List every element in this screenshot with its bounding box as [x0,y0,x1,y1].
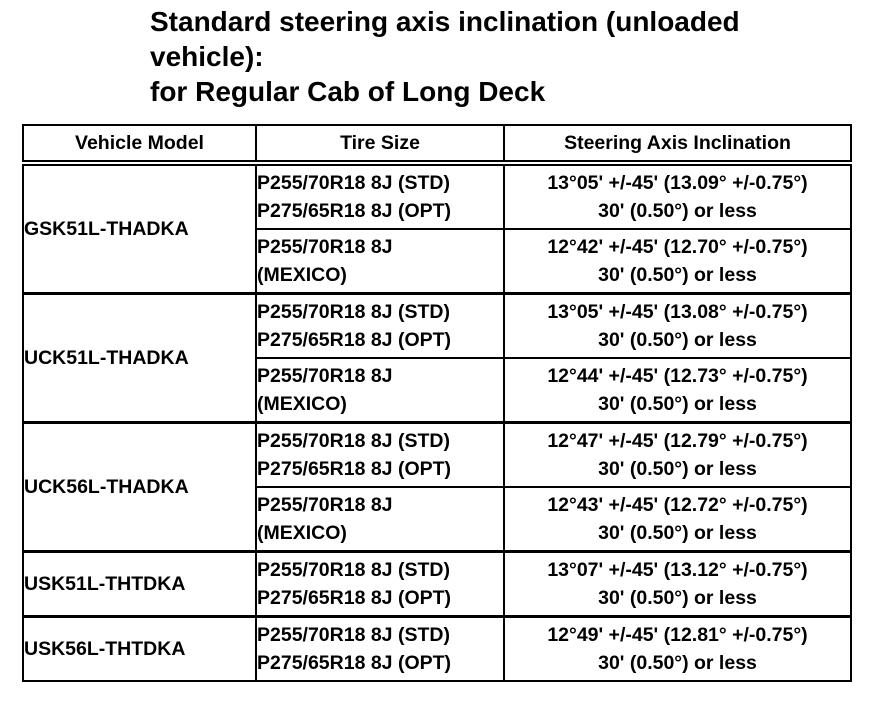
tire-size-cell [256,487,504,552]
inclination-cell [504,163,851,229]
vehicle-model-cell: UCK56L-THADKA [23,423,256,552]
tire-size-line: P255/70R18 8J [257,365,393,387]
inclination-cell [504,423,851,488]
tire-size-cell [256,552,504,617]
table-row [23,552,851,617]
inclination-cell [504,229,851,294]
tire-size-cell [256,229,504,294]
inclination-line: 30' (0.50°) or less [598,329,757,351]
vehicle-model-cell: GSK51L-THADKA [23,163,256,294]
inclination-line: 30' (0.50°) or less [598,200,757,222]
tire-size-line: P255/70R18 8J (STD) [257,559,450,581]
tire-size-line: P275/65R18 8J (OPT) [257,200,452,222]
tire-size-line: P275/65R18 8J (OPT) [257,652,452,674]
document-title [150,4,850,109]
tire-size-cell [256,423,504,488]
inclination-line: 12°43' +/-45' (12.72° +/-0.75°) [547,494,808,516]
vehicle-model-cell: UCK51L-THADKA [23,294,256,423]
title-line-2: vehicle): [150,41,264,72]
tire-size-line: P255/70R18 8J (STD) [257,301,450,323]
inclination-line: 13°05' +/-45' (13.08° +/-0.75°) [547,301,808,323]
inclination-line: 12°47' +/-45' (12.79° +/-0.75°) [547,430,808,452]
tire-size-line: P255/70R18 8J (STD) [257,430,450,452]
table-row [23,163,851,229]
tire-size-cell [256,358,504,423]
vehicle-model-cell: USK56L-THTDKA [23,617,256,682]
inclination-line: 12°44' +/-45' (12.73° +/-0.75°) [547,365,808,387]
inclination-cell [504,552,851,617]
title-line-1: Standard steering axis inclination (unloaded [150,6,740,37]
inclination-cell [504,487,851,552]
tire-size-cell [256,617,504,682]
tire-size-line: (MEXICO) [257,264,347,286]
table-body [23,163,851,681]
inclination-line: 30' (0.50°) or less [598,393,757,415]
inclination-line: 30' (0.50°) or less [598,264,757,286]
inclination-line: 13°05' +/-45' (13.09° +/-0.75°) [547,172,808,194]
tire-size-cell [256,163,504,229]
tire-size-line: P255/70R18 8J [257,494,393,516]
vehicle-model-cell: USK51L-THTDKA [23,552,256,617]
inclination-line: 12°49' +/-45' (12.81° +/-0.75°) [547,624,808,646]
tire-size-line: P255/70R18 8J (STD) [257,624,450,646]
header-vehicle-model: Vehicle Model [23,125,256,163]
inclination-cell [504,294,851,359]
tire-size-line: P255/70R18 8J (STD) [257,172,450,194]
steering-axis-table [22,124,852,682]
inclination-line: 30' (0.50°) or less [598,652,757,674]
tire-size-line: (MEXICO) [257,393,347,415]
table-header-row [23,125,851,163]
title-line-3: for Regular Cab of Long Deck [150,76,546,107]
tire-size-line: P275/65R18 8J (OPT) [257,458,452,480]
header-tire-size: Tire Size [256,125,504,163]
inclination-line: 30' (0.50°) or less [598,458,757,480]
inclination-line: 30' (0.50°) or less [598,522,757,544]
tire-size-line: P275/65R18 8J (OPT) [257,587,452,609]
header-steering-axis-inclination: Steering Axis Inclination [504,125,851,163]
inclination-line: 13°07' +/-45' (13.12° +/-0.75°) [547,559,808,581]
inclination-cell [504,617,851,682]
table-row [23,423,851,488]
inclination-cell [504,358,851,423]
table-row [23,294,851,359]
inclination-line: 30' (0.50°) or less [598,587,757,609]
tire-size-cell [256,294,504,359]
inclination-line: 12°42' +/-45' (12.70° +/-0.75°) [547,236,808,258]
tire-size-line: P255/70R18 8J [257,236,393,258]
tire-size-line: (MEXICO) [257,522,347,544]
table-row [23,617,851,682]
tire-size-line: P275/65R18 8J (OPT) [257,329,452,351]
